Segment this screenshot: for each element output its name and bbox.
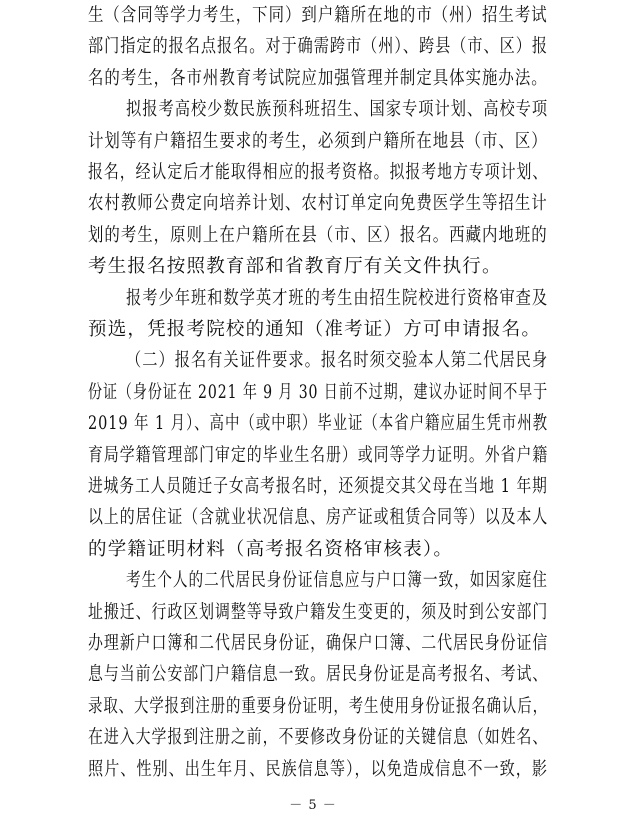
- page-number: － 5 －: [289, 798, 337, 813]
- text-line: 在进入大学报到注册之前，不要修改身份证的关键信息（如姓名、: [88, 727, 549, 749]
- text-line: 录取、大学报到注册的重要身份证明，考生使用身份证报名确认后，: [88, 695, 548, 717]
- text-line: 进城务工人员随迁子女高考报名时，还须提交其父母在当地 1 年期: [88, 476, 548, 497]
- text-line: 考生个人的二代居民身份证信息应与户口簿一致，如因家庭住: [126, 570, 548, 592]
- text-line: 划的考生，原则上在户籍所在县（市、区）报名。西藏内地班的: [88, 224, 548, 246]
- text-line: 育局学籍管理部门审定的毕业生名册）或同等学力证明。外省户籍: [88, 444, 549, 466]
- text-line: 计划等有户籍招生要求的考生，必须到户籍所在地县（市、区）: [88, 130, 548, 152]
- text-line: 部门指定的报名点报名。对于确需跨市（州）、跨县（市、区）报: [88, 36, 549, 58]
- text-line: 2019 年 1 月）、高中（或中职）毕业证（本省户籍应届生凭市州教: [88, 413, 549, 435]
- text-line: 办理新户口簿和二代居民身份证，确保户口簿、二代居民身份证信: [88, 633, 549, 654]
- text-line: 照片、性别、出生年月、民族信息等），以免造成信息不一致，影: [88, 758, 549, 780]
- text-line: 拟报考高校少数民族预科班招生、国家专项计划、高校专项: [126, 99, 549, 121]
- section-heading-line: （二）报名有关证件要求。报名时须交验本人第二代居民身: [126, 350, 549, 372]
- text-line: 份证（身份证在 2021 年 9 月 30 日前不过期，建议办证时间不早于: [88, 381, 549, 403]
- text-line: 报名，经认定后才能取得相应的报考资格。拟报考地方专项计划、: [88, 162, 549, 183]
- text-line: 报考少年班和数学英才班的考生由招生院校进行资格审查及: [126, 287, 549, 309]
- text-line: 名的考生，各市州教育考试院应加强管理并制定具体实施办法。: [88, 67, 548, 89]
- text-line: 农村教师公费定向培养计划、农村订单定向免费医学生等招生计: [88, 193, 548, 215]
- text-line: 预选，凭报考院校的通知（准考证）方可申请报名。: [88, 319, 542, 340]
- text-line: 生（含同等学力考生，下同）到户籍所在地的市（州）招生考试: [88, 5, 548, 26]
- text-line: 考生报名按照教育部和省教育厅有关文件执行。: [88, 256, 502, 278]
- text-line: 的学籍证明材料（高考报名资格审核表）。: [88, 538, 454, 560]
- text-line: 以上的居住证（含就业状况信息、房产证或租赁合同等）以及本人: [88, 507, 549, 529]
- text-line: 息与当前公安部门户籍信息一致。居民身份证是高考报名、考试、: [88, 664, 549, 686]
- text-line: 址搬迁、行政区划调整等导致户籍发生变更的，须及时到公安部门: [88, 601, 549, 623]
